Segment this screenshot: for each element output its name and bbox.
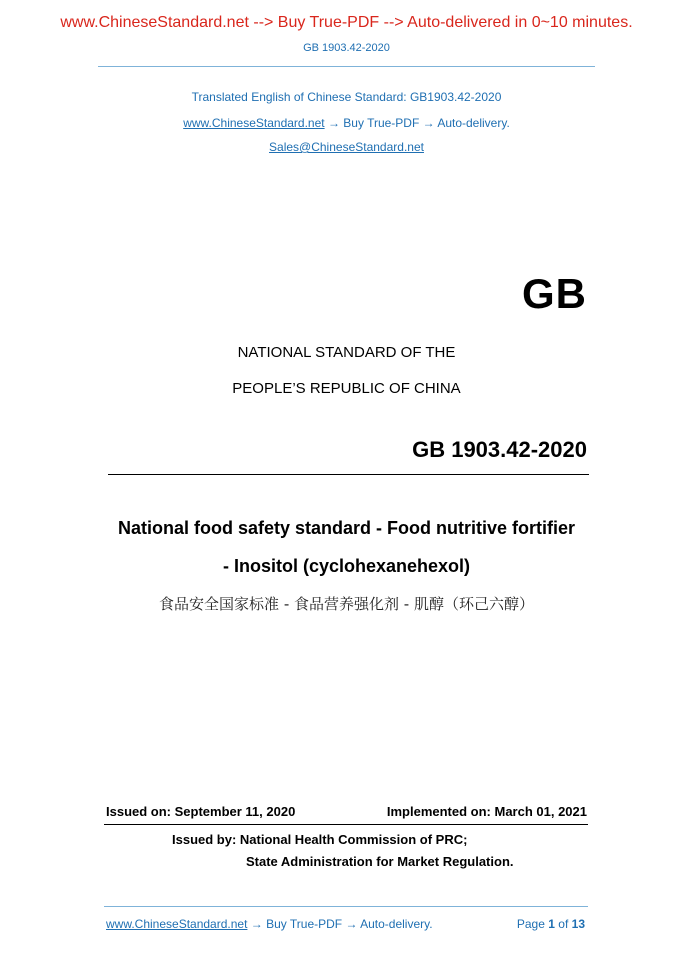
title-chinese: 食品安全国家标准 - 食品营养强化剂 - 肌醇（环己六醇） <box>159 595 534 613</box>
title-english-line-1: National food safety standard - Food nutritive fortifier <box>117 518 576 538</box>
title-divider <box>108 474 589 475</box>
national-standard-line-2: PEOPLE’S REPUBLIC OF CHINA <box>232 380 461 397</box>
page-indicator <box>517 917 585 931</box>
dates-divider <box>104 824 588 825</box>
header-standard-code: GB 1903.42-2020 <box>303 42 390 54</box>
page-total: 13 <box>571 917 585 931</box>
standard-number: GB 1903.42-2020 <box>412 437 587 462</box>
buy-text: → Buy True-PDF → Auto-delivery. <box>327 116 510 130</box>
issuer-line-1: Issued by: National Health Commission of PRC; <box>172 832 468 847</box>
page-label: Page <box>516 917 545 931</box>
implemented-on-date: Implemented on: March 01, 2021 <box>386 804 587 819</box>
buy-line <box>0 116 693 130</box>
sales-line <box>0 140 693 154</box>
site-link[interactable]: www.ChineseStandard.net <box>183 116 325 130</box>
gb-mark: GB <box>522 270 587 317</box>
footer-divider <box>104 906 588 907</box>
national-standard-line-1: NATIONAL STANDARD OF THE <box>237 344 456 361</box>
issued-on-date: Issued on: September 11, 2020 <box>106 804 296 819</box>
footer-buy-text: → Buy True-PDF → Auto-delivery. <box>247 917 433 931</box>
page-of: of <box>558 917 569 931</box>
footer-links <box>106 917 433 931</box>
page-current: 1 <box>548 917 555 931</box>
top-banner[interactable]: www.ChineseStandard.net --> Buy True-PDF --> Auto-delivered in 0~10 minutes. <box>60 14 633 31</box>
sales-email-link[interactable]: Sales@ChineseStandard.net <box>269 140 424 154</box>
title-english-line-2: - Inositol (cyclohexanehexol) <box>222 556 471 576</box>
translated-line: Translated English of Chinese Standard: GB1903.42-2020 <box>191 90 502 104</box>
header-divider <box>98 66 595 67</box>
footer-site-link[interactable]: www.ChineseStandard.net <box>106 917 248 931</box>
issuer-line-2: State Administration for Market Regulation. <box>246 854 514 869</box>
